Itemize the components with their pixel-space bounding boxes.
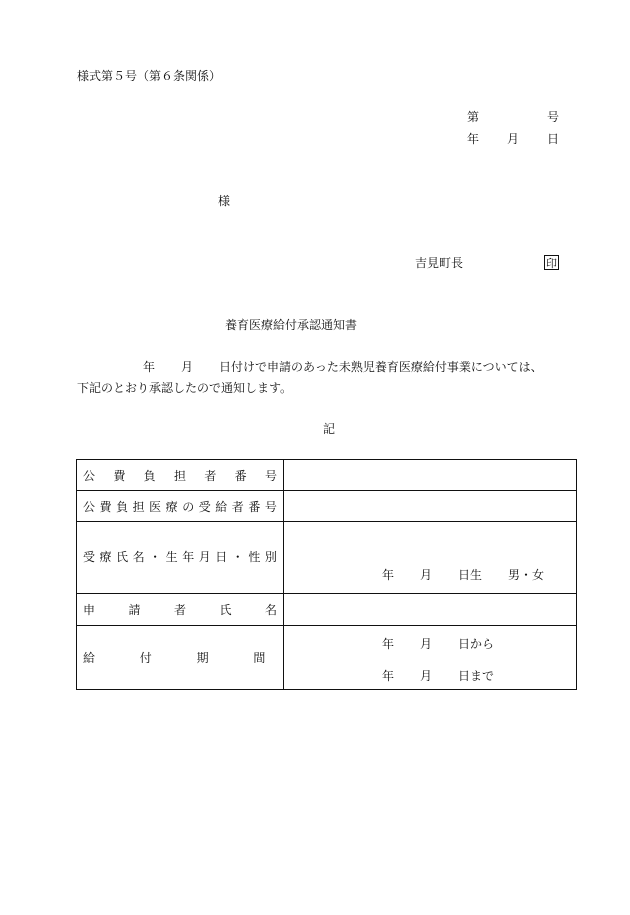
label-char: 氏 [116, 550, 129, 564]
label-char: 性 [248, 550, 261, 564]
date-year: 年 [467, 132, 480, 146]
label-recipient-number [77, 491, 284, 522]
table-row [77, 522, 577, 594]
table-row [77, 460, 577, 491]
label-char: 担 [173, 468, 186, 483]
label-char: 公 [83, 468, 96, 483]
label-char: 氏 [219, 603, 232, 617]
label-char: 費 [113, 468, 126, 483]
label-patient-info [77, 522, 284, 594]
document-title: 養育医療給付承認通知書 [225, 318, 358, 332]
seal-mark: 印 [546, 257, 557, 270]
label-applicant-name [77, 594, 284, 626]
label-char: 申 [83, 603, 96, 617]
birth-year: 年 [382, 568, 395, 582]
label-char: 療 [165, 499, 178, 514]
label-char: 担 [132, 499, 145, 514]
label-char: ・ [149, 550, 162, 564]
to-month: 月 [420, 669, 433, 683]
label-char: 給 [215, 499, 228, 514]
value-benefit-period[interactable] [284, 626, 577, 690]
details-table [76, 459, 577, 690]
issue-date-line [467, 132, 559, 146]
from-day: 日から [458, 637, 495, 651]
label-char: 号 [264, 468, 277, 483]
body-line-1 [77, 360, 567, 374]
label-char: 公 [83, 499, 96, 514]
body-month: 月 [181, 360, 194, 374]
label-char: 者 [204, 468, 217, 483]
label-char: 期 [196, 651, 209, 665]
issuer-name: 吉見町長 [415, 256, 464, 270]
date-day: 日 [546, 132, 559, 146]
label-char: 番 [248, 499, 261, 514]
birth-month: 月 [420, 568, 433, 582]
label-char: 負 [116, 499, 129, 514]
label-char: 名 [264, 603, 277, 617]
label-char: 受 [83, 550, 96, 564]
from-year: 年 [382, 637, 395, 651]
number-suffix: 号 [546, 110, 559, 124]
table-row [77, 626, 577, 690]
birth-day: 日生 [458, 568, 483, 582]
label-char: 療 [99, 550, 112, 564]
label-char: 者 [231, 499, 244, 514]
label-char: 生 [165, 550, 178, 564]
label-char: 間 [253, 651, 266, 665]
label-char: 費 [99, 499, 112, 514]
label-char: 名 [132, 550, 145, 564]
form-code: 様式第５号（第６条関係） [77, 69, 222, 83]
table-row [77, 491, 577, 522]
label-char: の [182, 499, 195, 514]
ki-heading: 記 [323, 422, 336, 436]
label-benefit-period [77, 626, 284, 690]
label-char: 別 [264, 550, 277, 564]
to-year: 年 [382, 669, 395, 683]
value-applicant-name[interactable] [284, 594, 577, 626]
period-from-line [382, 635, 494, 652]
label-char: 負 [143, 468, 156, 483]
number-prefix: 第 [467, 110, 480, 124]
label-char: 付 [139, 651, 152, 665]
addressee-honorific: 様 [218, 194, 231, 208]
label-char: 号 [264, 499, 277, 514]
from-month: 月 [420, 637, 433, 651]
document-number-line [467, 110, 559, 124]
label-public-payer-number [77, 460, 284, 491]
birthdate-gender-line [382, 566, 544, 583]
value-patient-info[interactable] [284, 522, 577, 594]
label-char: 受 [198, 499, 211, 514]
body-line-2: 下記のとおり承認したので通知します。 [77, 381, 293, 395]
label-char: 者 [173, 603, 186, 617]
body-line1-rest: 日付けで申請のあった未熟児養育医療給付事業については、 [219, 360, 543, 374]
label-char: 月 [198, 550, 211, 564]
label-char: 給 [83, 651, 96, 665]
label-char: 年 [182, 550, 195, 564]
value-public-payer-number[interactable] [284, 460, 577, 491]
body-year: 年 [143, 360, 156, 374]
gender: 男・女 [508, 568, 545, 582]
value-recipient-number[interactable] [284, 491, 577, 522]
date-month: 月 [506, 132, 519, 146]
label-char: 番 [234, 468, 247, 483]
label-char: ・ [231, 550, 244, 564]
to-day: 日まで [458, 669, 495, 683]
label-char: 日 [215, 550, 228, 564]
label-char: 請 [128, 603, 141, 617]
table-row [77, 594, 577, 626]
label-char: 医 [149, 499, 162, 514]
period-to-line [382, 667, 494, 684]
